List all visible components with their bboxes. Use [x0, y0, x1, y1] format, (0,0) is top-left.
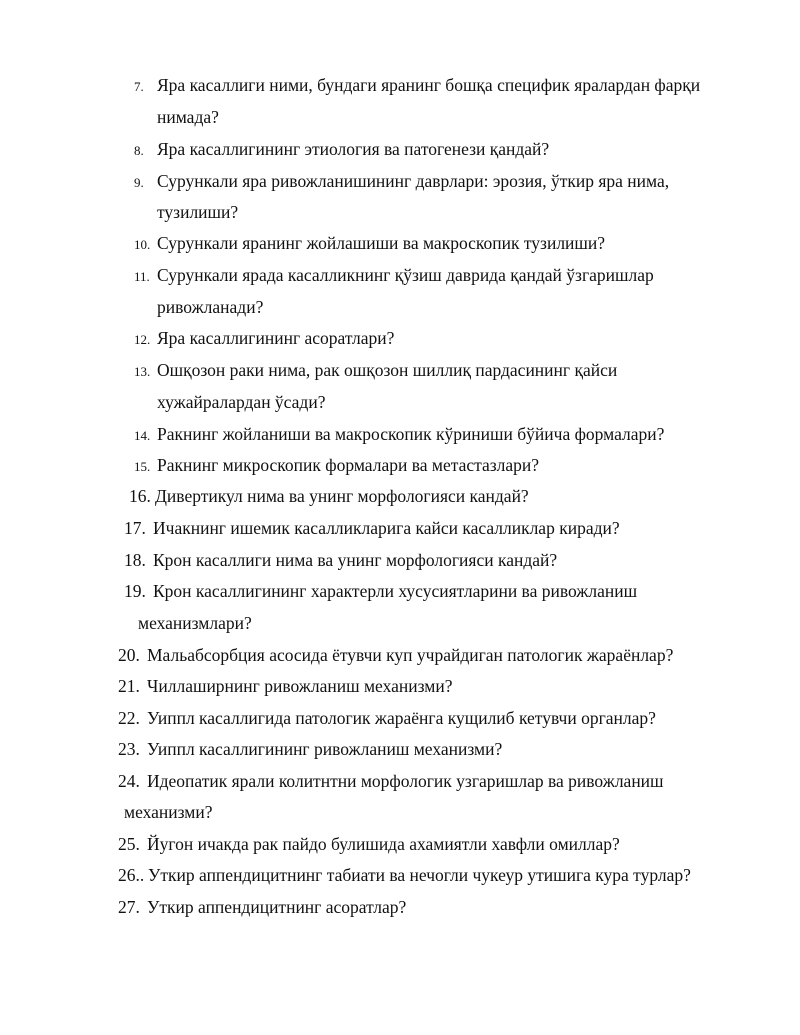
question-7 [134, 74, 700, 98]
question-text: Чиллаширнинг ривожланиш механизми? [147, 676, 453, 696]
question-number: 15. [134, 459, 151, 474]
question-text: Ракнинг микроскопик формалари ва метастазлари? [157, 455, 540, 475]
question-text: нимада? [157, 107, 219, 127]
question-number: 18. [124, 550, 146, 570]
question-number: 26.. [118, 865, 145, 885]
question-text: Сурункали яра ривожланишининг даврлари: эрозия, ўткир яра нима, [157, 171, 670, 191]
question-number: 14. [134, 428, 151, 443]
question-number: 9. [134, 175, 144, 190]
question-text: Ичакнинг ишемик касалликларига кайси касалликлар киради? [153, 518, 620, 538]
question-text: Йугон ичакда рак пайдо булишида ахамиятли хавфли омиллар? [147, 834, 620, 854]
question-number: 7. [134, 79, 144, 94]
question-19 [124, 580, 637, 602]
question-20 [118, 644, 673, 666]
question-number: 8. [134, 143, 144, 158]
question-text: Уиппл касаллигида патологик жараёнга кущилиб кетувчи органлар? [147, 708, 656, 728]
question-23 [118, 738, 502, 760]
question-text: Уиппл касаллигининг ривожланиш механизми? [147, 739, 503, 759]
question-text: ривожланади? [157, 297, 264, 317]
question-18 [124, 549, 557, 571]
question-number: 16. [129, 486, 151, 506]
question-22 [118, 707, 656, 729]
question-27 [118, 896, 406, 918]
question-number: 13. [134, 364, 151, 379]
question-24-cont [124, 801, 213, 823]
question-13 [134, 359, 617, 383]
question-text: Крон касаллигининг характерли хусусиятларини ва ривожланиш [153, 581, 638, 601]
question-number: 27. [118, 897, 140, 917]
question-11 [134, 264, 654, 288]
question-13-cont [157, 391, 325, 413]
question-text: Яра касаллигининг асоратлари? [157, 328, 395, 348]
question-text: хужайралардан ўсади? [157, 392, 326, 412]
question-text: тузилиши? [157, 202, 239, 222]
question-14 [134, 423, 664, 447]
question-text: механизми? [124, 802, 213, 822]
question-text: Сурункали яранинг жойлашиши ва макроскопик тузилиши? [157, 233, 606, 253]
question-text: Дивертикул нима ва унинг морфологияси кандай? [155, 486, 529, 506]
question-25 [118, 833, 620, 855]
question-8 [134, 138, 549, 162]
question-15 [134, 454, 539, 478]
question-26 [118, 864, 691, 886]
question-19-cont [138, 612, 252, 634]
question-24 [118, 770, 664, 792]
question-text: Сурункали ярада касалликнинг қўзиш даврида қандай ўзгаришлар [157, 265, 654, 285]
question-number: 11. [134, 269, 150, 284]
question-text: Мальабсорбция асосида ётувчи куп учрайдиган патологик жараёнлар? [147, 645, 674, 665]
question-21 [118, 675, 452, 697]
question-text: Крон касаллиги нима ва унинг морфологияси кандай? [153, 550, 558, 570]
question-text: Яра касаллиги ними, бундаги яранинг бошқа специфик яралардан фарқи [157, 75, 701, 95]
question-number: 24. [118, 771, 140, 791]
question-number: 23. [118, 739, 140, 759]
question-text: механизмлари? [138, 613, 252, 633]
question-number: 19. [124, 581, 146, 601]
question-text: Идеопатик ярали колитнтни морфологик узгаришлар ва ривожланиш [147, 771, 664, 791]
question-number: 10. [134, 237, 151, 252]
question-text: Ошқозон раки нима, рак ошқозон шиллиқ пардасининг қайси [157, 360, 618, 380]
question-7-cont [157, 106, 219, 128]
question-text: Уткир аппендицитнинг асоратлар? [147, 897, 407, 917]
question-10 [134, 232, 605, 256]
question-text: Ракнинг жойланиши ва макроскопик кўриниши бўйича формалари? [157, 424, 665, 444]
question-17 [124, 517, 620, 539]
question-9 [134, 170, 669, 194]
question-number: 21. [118, 676, 140, 696]
question-9-cont [157, 201, 238, 223]
question-number: 17. [124, 518, 146, 538]
question-11-cont [157, 296, 263, 318]
question-text: Яра касаллигининг этиология ва патогенези қандай? [157, 139, 550, 159]
question-number: 12. [134, 332, 151, 347]
question-number: 25. [118, 834, 140, 854]
question-text: Уткир аппендицитнинг табиати ва нечогли чукеур утишига кура турлар? [148, 865, 691, 885]
question-16 [129, 485, 529, 507]
question-number: 22. [118, 708, 140, 728]
question-12 [134, 327, 394, 351]
question-number: 20. [118, 645, 140, 665]
